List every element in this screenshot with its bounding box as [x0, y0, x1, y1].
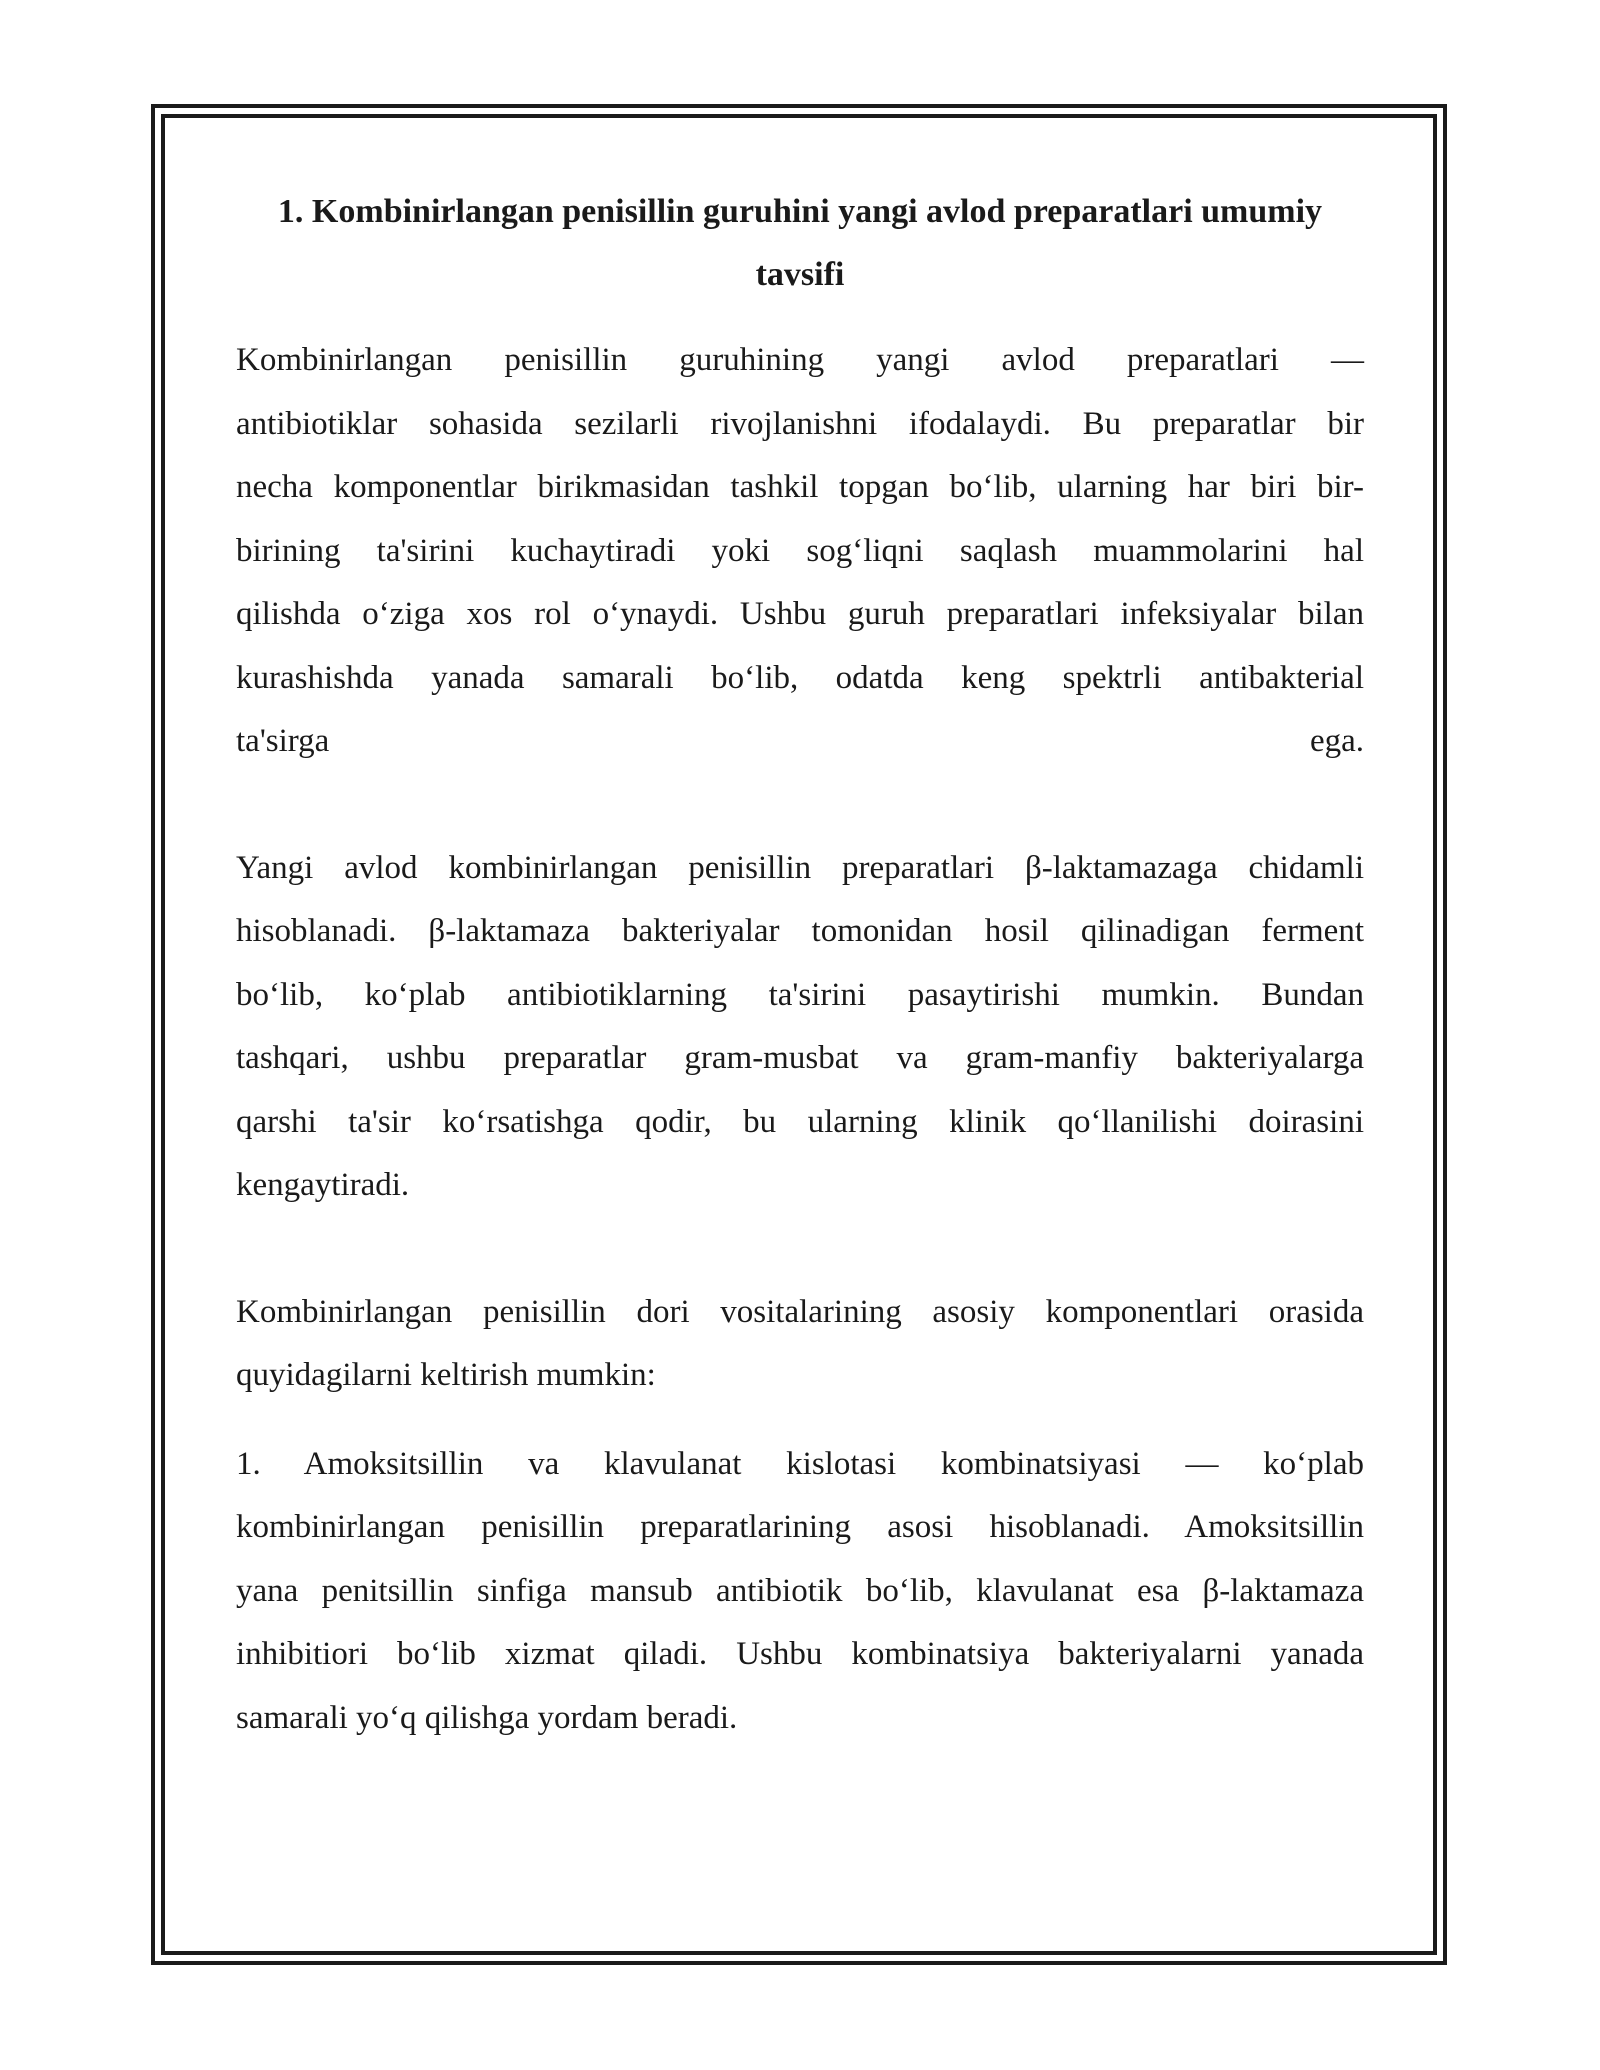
paragraph-intro: [236, 329, 1364, 774]
text-line: birining ta'sirini kuchaytiradi yoki sog‘liqni saqlash muammolarini hal: [236, 532, 1364, 569]
document-body: [236, 180, 1364, 1750]
text-line: 1. Amoksitsillin va klavulanat kislotasi kombinatsiyasi — ko‘plab: [236, 1445, 1364, 1482]
heading-line: 1. Kombinirlangan penisillin guruhini yangi avlod preparatlari umumiy: [277, 193, 1323, 230]
text-line: samarali yo‘q qilishga yordam beradi.: [236, 1699, 738, 1736]
text-line: Kombinirlangan penisillin guruhining yangi avlod preparatlari —: [236, 342, 1364, 378]
text-line: qilishda o‘ziga xos rol o‘ynaydi. Ushbu guruh preparatlari infeksiyalar bilan: [236, 596, 1364, 632]
text-line: bo‘lib, ko‘plab antibiotiklarning ta'sirini pasaytirishi mumkin. Bundan: [236, 976, 1364, 1013]
text-line: necha komponentlar birikmasidan tashkil topgan bo‘lib, ularning har biri bir-: [236, 469, 1364, 505]
text-line: quyidagilarni keltirish mumkin:: [236, 1357, 656, 1393]
paragraph-components: [236, 1281, 1364, 1408]
text-line: qarshi ta'sir ko‘rsatishga qodir, bu ularning klinik qo‘llanilishi doirasini: [236, 1103, 1364, 1140]
text-line: antibiotiklar sohasida sezilarli rivojlanishni ifodalaydi. Bu preparatlar bir: [236, 405, 1364, 442]
text-line: kurashishda yanada samarali bo‘lib, odatda keng spektrli antibakterial: [236, 659, 1364, 696]
text-line: kengaytiradi.: [236, 1167, 410, 1203]
text-line: hisoblanadi. β-laktamaza bakteriyalar tomonidan hosil qilinadigan ferment: [236, 913, 1364, 949]
list-item-amoxicillin: [236, 1433, 1364, 1751]
text-line: kombinirlangan penisillin preparatlarining asosi hisoblanadi. Amoksitsillin: [236, 1509, 1364, 1545]
paragraph-beta-lactamase: [236, 837, 1364, 1218]
text-line: Yangi avlod kombinirlangan penisillin preparatlari β-laktamazaga chidamli: [236, 849, 1364, 886]
text-line: tashqari, ushbu preparatlar gram-musbat va gram-manfiy bakteriyalarga: [236, 1040, 1364, 1076]
text-line: ta'sirga ega.: [236, 723, 1364, 759]
section-heading: [236, 180, 1364, 306]
heading-line: tavsifi: [755, 256, 845, 293]
text-line: yana penitsillin sinfiga mansub antibiotik bo‘lib, klavulanat esa β-laktamaza: [236, 1572, 1364, 1609]
text-line: inhibitiori bo‘lib xizmat qiladi. Ushbu kombinatsiya bakteriyalarni yanada: [236, 1636, 1364, 1672]
text-line: Kombinirlangan penisillin dori vositalarining asosiy komponentlari orasida: [236, 1293, 1364, 1330]
